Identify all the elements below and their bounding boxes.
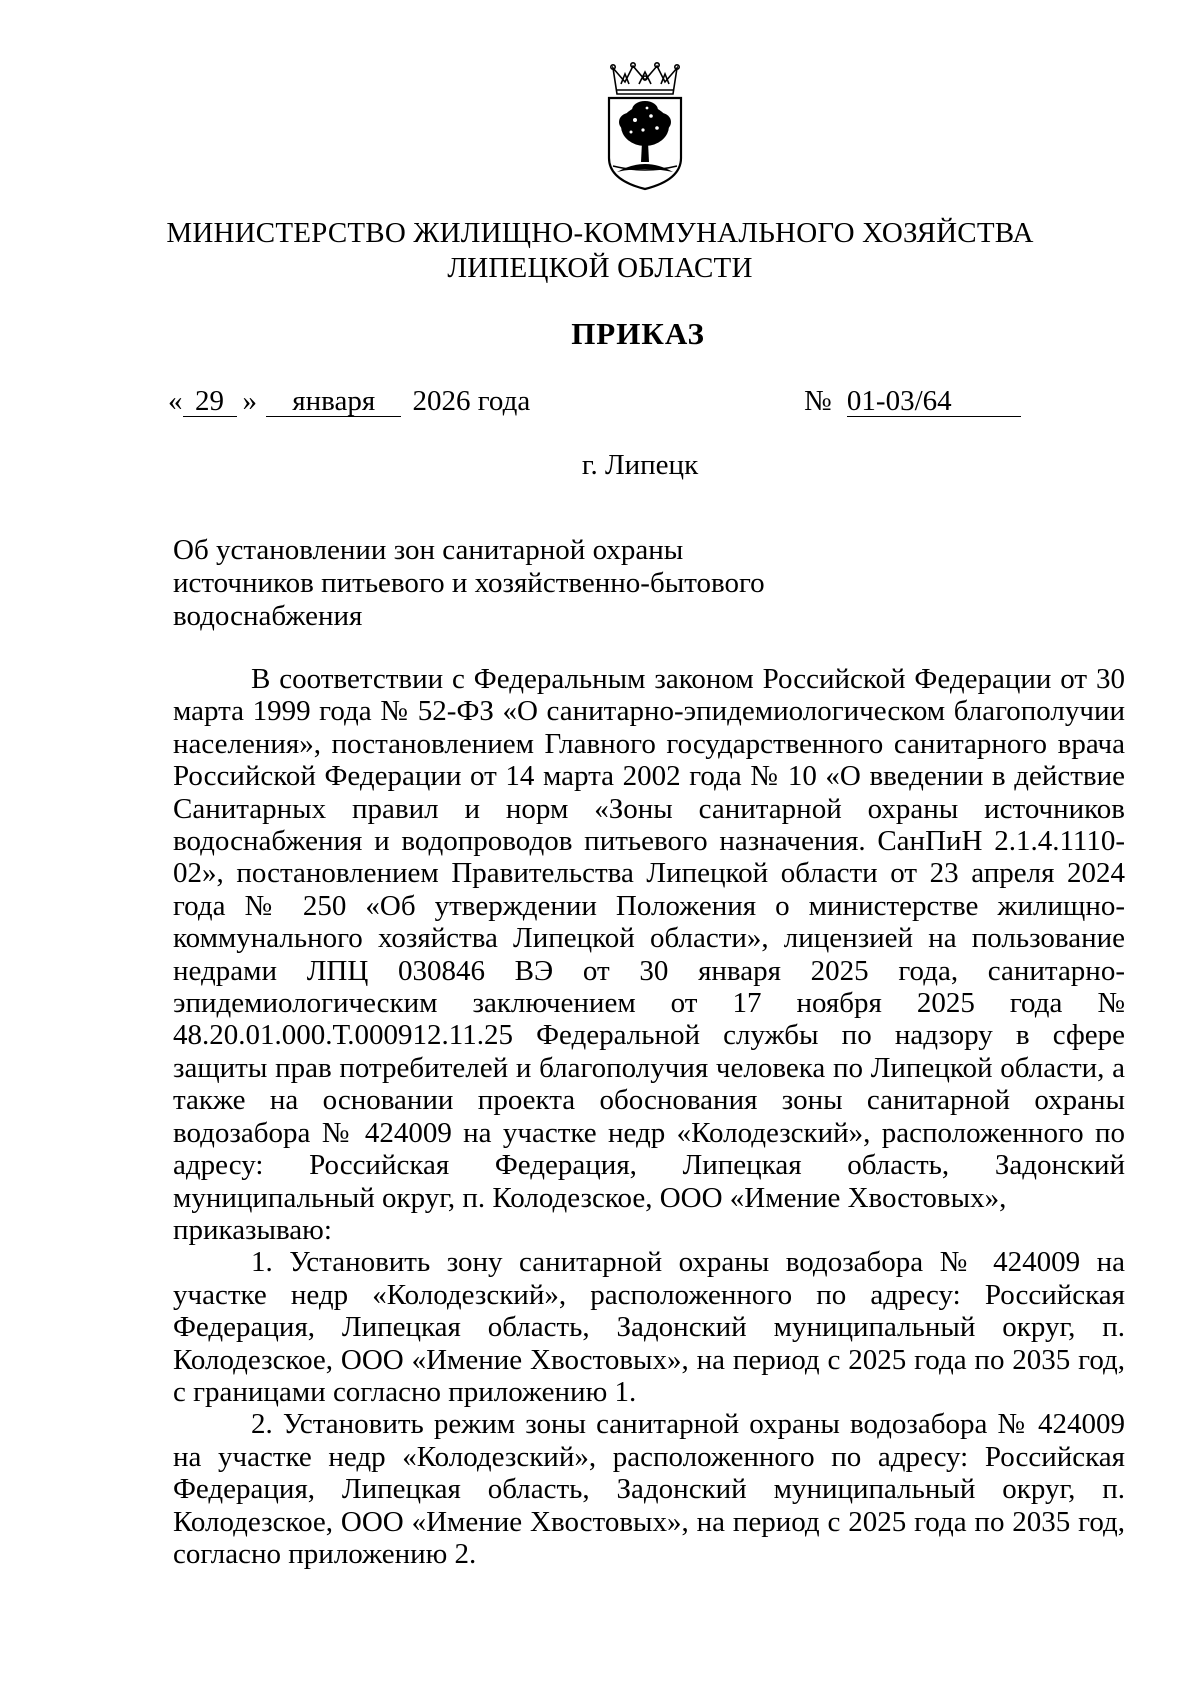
order-word: приказываю: bbox=[173, 1213, 332, 1246]
order-item-2: 2. Установить режим зоны санитарной охраны водозабора № 424009 на участке недр «Колодезский», расположенного по адресу: Российская Федерация, Липецкая область, Задонский муниципальный округ, п. Колодезское, ООО «Имение Хвостовых», на период с 2025 года по 2035 год, согласно приложению 2. bbox=[173, 1408, 1125, 1570]
ministry-name bbox=[0, 216, 1200, 286]
number-sign: № bbox=[804, 385, 832, 417]
preamble-paragraph: В соответствии с Федеральным законом Российской Федерации от 30 марта 1999 года № 52-ФЗ «О санитарно-эпидемиологическом благополучии населения», постановлением Главного государственного санитарного врача Российской Федерации от 14 марта 2002 года № 10 «О введении в действие Санитарных правил и норм «Зоны санитарной охраны источников водоснабжения и водопроводов питьевого назначения. СанПиН 2.1.4.1110-02», постановлением Правительства Липецкой области от 23 апреля 2024 года № 250 «Об утверждении Положения о министерстве жилищно-коммунального хозяйства Липецкой области», лицензией на пользование недрами ЛПЦ 030846 ВЭ от 30 января 2025 года, санитарно-эпидемиологическим заключением от 17 ноября 2025 года № 48.20.01.000.Т.000912.11.25 Федеральной службы по надзору в сфере защиты прав потребителей и благополучия человека по Липецкой области, а также на основании проекта обоснования зоны санитарной охраны водозабора № 424009 на участке недр «Колодезский», расположенного по адресу: Российская Федерация, Липецкая область, Задонский муниципальный округ, п. Колодезское, ООО «Имение Хвостовых», bbox=[173, 663, 1125, 1214]
order-number bbox=[804, 384, 1021, 418]
subject-line2: источников питьевого и хозяйственно-бытового bbox=[173, 567, 765, 599]
order-date bbox=[168, 384, 530, 418]
order-body bbox=[173, 663, 1125, 1570]
date-close-quote: » bbox=[242, 385, 257, 417]
order-subject bbox=[173, 534, 765, 633]
lipetsk-coat-of-arms-icon bbox=[595, 62, 695, 192]
number-value: 01-03/64 bbox=[847, 386, 1021, 417]
ministry-name-line1: МИНИСТЕРСТВО ЖИЛИЩНО-КОММУНАЛЬНОГО ХОЗЯЙСТВА bbox=[166, 217, 1034, 249]
city-name: г. Липецк bbox=[581, 449, 699, 481]
date-year: 2026 года bbox=[412, 385, 531, 417]
document-type-title: ПРИКАЗ bbox=[571, 316, 705, 351]
date-month: января bbox=[266, 386, 401, 417]
ministry-name-line2: ЛИПЕЦКОЙ ОБЛАСТИ bbox=[447, 252, 753, 284]
subject-line1: Об установлении зон санитарной охраны bbox=[173, 534, 684, 566]
date-day: 29 bbox=[183, 386, 237, 417]
date-open-quote: « bbox=[168, 385, 183, 417]
order-item-1: 1. Установить зону санитарной охраны водозабора № 424009 на участке недр «Колодезский», расположенного по адресу: Российская Федерация, Липецкая область, Задонский муниципальный округ, п. Колодезское, ООО «Имение Хвостовых», на период с 2025 года по 2035 год, с границами согласно приложению 1. bbox=[173, 1246, 1125, 1408]
subject-line3: водоснабжения bbox=[173, 600, 363, 632]
